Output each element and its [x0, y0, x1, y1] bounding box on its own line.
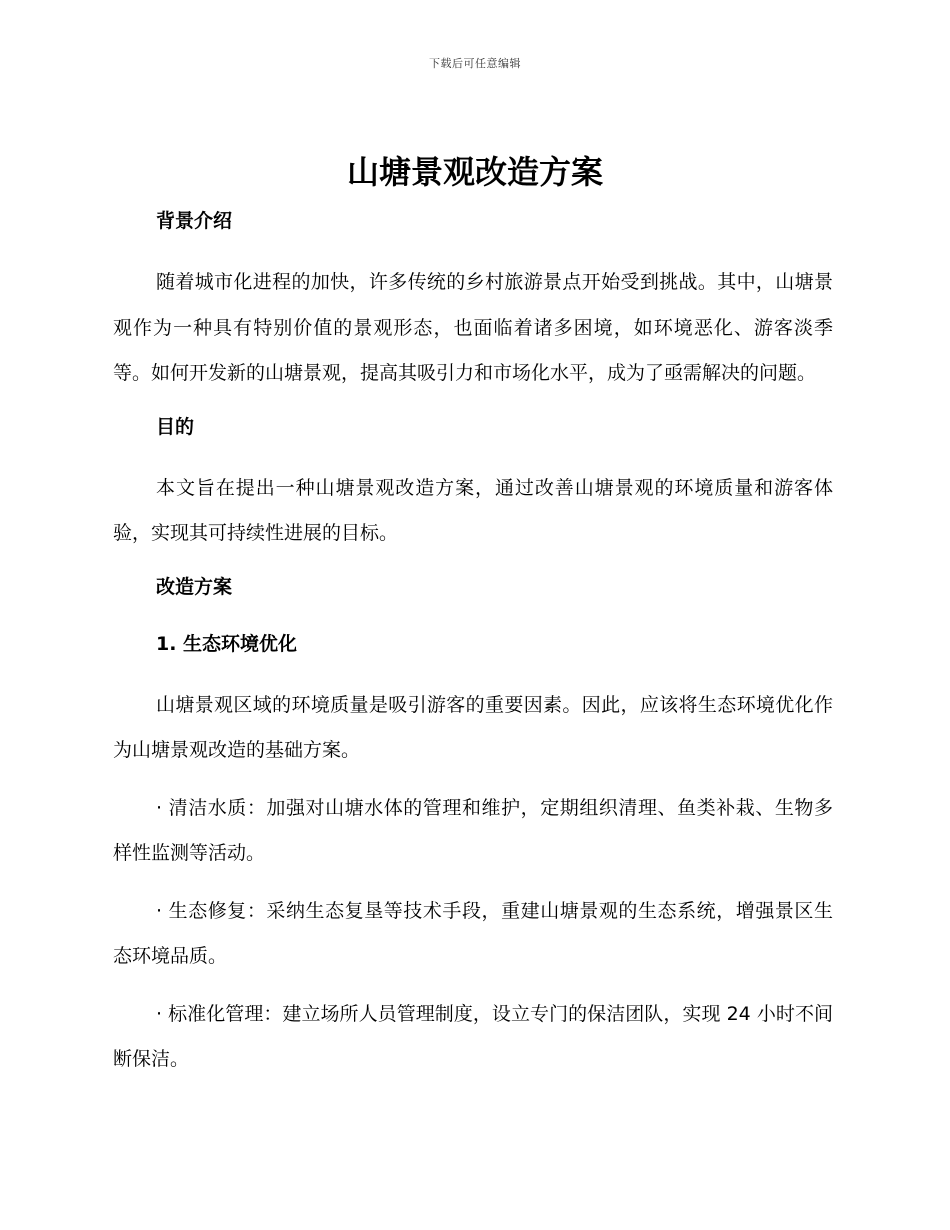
subheading-eco-optimization: 1. 生态环境优化	[156, 632, 298, 655]
section-heading-plan: 改造方案	[156, 575, 233, 598]
document-title: 山塘景观改造方案	[346, 153, 603, 191]
section-heading-background: 背景介绍	[156, 210, 233, 232]
document-body	[113, 203, 833, 1095]
section-heading-purpose: 目的	[156, 415, 195, 438]
list-item: · 清洁水质：加强对山塘水体的管理和维护，定期组织清理、鱼类补栽、生物多样性监测等活动。	[113, 796, 833, 864]
paragraph-background: 随着城市化进程的加快，许多传统的乡村旅游景点开始受到挑战。其中，山塘景观作为一种具有特别价值的景观形态，也面临着诸多困境，如环境恶化、游客淡季等。如何开发新的山塘景观，提高其吸引力和市场化水平，成为了亟需解决的问题。	[113, 271, 833, 384]
header-note: 下载后可任意编辑	[429, 57, 521, 70]
list-item: · 标准化管理：建立场所人员管理制度，设立专门的保洁团队，实现 24 小时不间断保洁。	[113, 1002, 833, 1070]
paragraph-eco-intro: 山塘景观区域的环境质量是吸引游客的重要因素。因此，应该将生态环境优化作为山塘景观改造的基础方案。	[113, 693, 833, 761]
list-item: · 生态修复：采纳生态复垦等技术手段，重建山塘景观的生态系统，增强景区生态环境品质。	[113, 899, 833, 967]
paragraph-purpose: 本文旨在提出一种山塘景观改造方案，通过改善山塘景观的环境质量和游客体验，实现其可持续性进展的目标。	[113, 476, 833, 544]
